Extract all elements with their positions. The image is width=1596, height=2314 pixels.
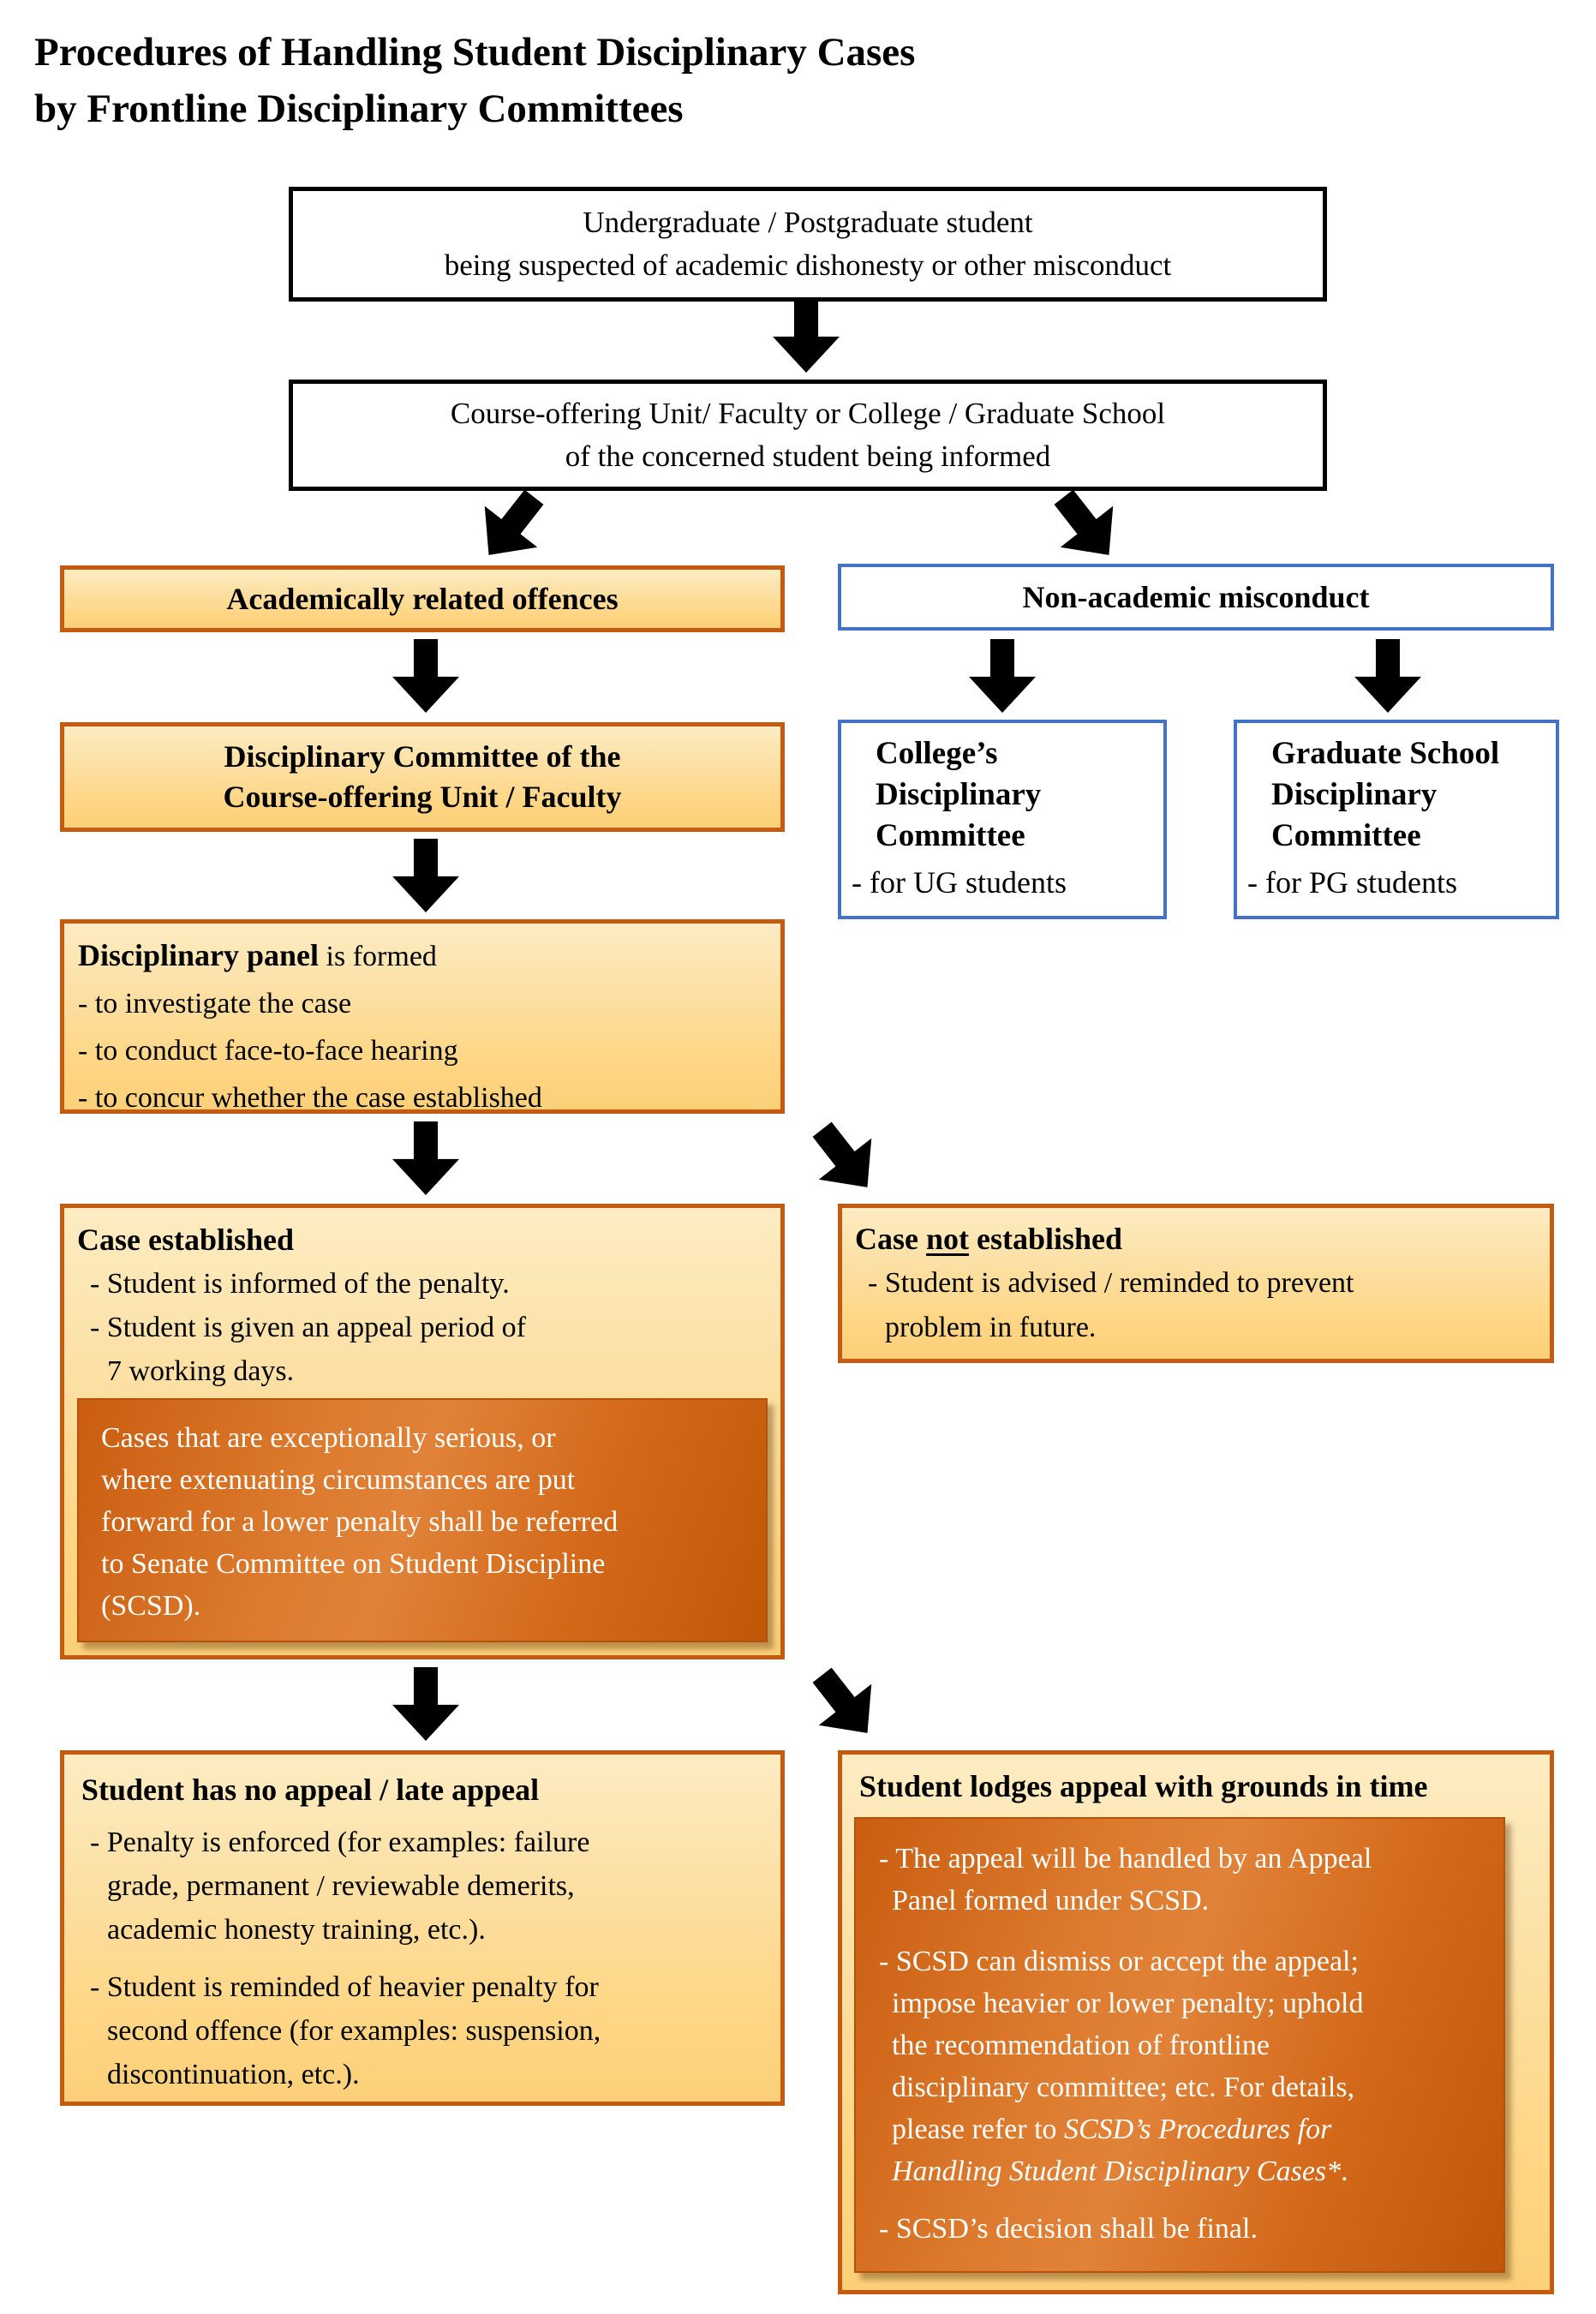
scsd-appeal-box xyxy=(854,1817,1505,2273)
college-committee-line2: Disciplinary xyxy=(876,777,1042,812)
non-academic-misconduct-label: Non-academic misconduct xyxy=(1022,580,1370,614)
no-appeal-b2-line2: second offence (for examples: suspension, xyxy=(107,2015,601,2047)
no-appeal-box xyxy=(60,1750,785,2106)
page-title-line2: by Frontline Disciplinary Committees xyxy=(34,87,684,131)
page-title xyxy=(34,24,915,137)
college-committee-line3: Committee xyxy=(876,818,1025,853)
scsd-b3-line1: - SCSD’s decision shall be final. xyxy=(879,2213,1258,2245)
course-unit-committee-line1: Disciplinary Committee of the xyxy=(224,739,621,774)
academic-offences-label: Academically related offences xyxy=(226,582,619,616)
no-appeal-b1-line3: academic honesty training, etc.). xyxy=(107,1914,486,1946)
case-not-established-box xyxy=(838,1204,1554,1363)
case-established-line2: - Student is given an appeal period of xyxy=(90,1312,526,1343)
non-academic-misconduct-box xyxy=(838,564,1554,631)
panel-item-1: - to investigate the case xyxy=(78,988,352,1019)
case-not-established-heading xyxy=(855,1217,1550,1261)
no-appeal-b2-line1: - Student is reminded of heavier penalty for xyxy=(90,1971,599,2003)
referral-line2: where extenuating circumstances are put xyxy=(101,1464,576,1496)
case-established-line1: - Student is informed of the penalty. xyxy=(90,1268,510,1300)
scsd-b2-line4: disciplinary committee; etc. For details, xyxy=(892,2072,1355,2103)
scsd-referral-box xyxy=(77,1398,768,1642)
panel-lead-line xyxy=(78,932,780,980)
arrow-down-to-unit-informed xyxy=(773,299,840,373)
arrow-down-to-college-committee xyxy=(969,639,1036,713)
case-established-heading: Case established xyxy=(77,1223,295,1257)
graduate-committee-line3: Committee xyxy=(1271,818,1421,853)
scsd-refer-italic2: Handling Student Disciplinary Cases* xyxy=(892,2156,1342,2187)
cne-heading-not: not xyxy=(926,1222,970,1256)
student-suspected-box xyxy=(289,187,1327,302)
scsd-b2-line5 xyxy=(870,2108,1483,2150)
panel-lead-rest: is formed xyxy=(319,941,437,972)
arrow-diagonal-to-non-academic xyxy=(1037,476,1135,576)
college-committee-line1: College’s xyxy=(876,736,998,771)
page-title-line1: Procedures of Handling Student Disciplinary Cases xyxy=(34,30,916,75)
unit-informed-line2: of the concerned student being informed xyxy=(565,439,1051,473)
arrow-diagonal-to-lodges-appeal xyxy=(796,1654,894,1754)
academic-offences-box xyxy=(60,565,785,632)
arrow-down-to-disciplinary-panel xyxy=(392,839,459,912)
arrow-down-to-disciplinary-committee xyxy=(392,639,459,713)
student-suspected-line1: Undergraduate / Postgraduate student xyxy=(583,206,1033,239)
unit-informed-box xyxy=(289,380,1327,491)
course-unit-committee-line2: Course-offering Unit / Faculty xyxy=(223,780,622,814)
referral-line1: Cases that are exceptionally serious, or xyxy=(101,1422,556,1454)
arrow-down-to-no-appeal xyxy=(392,1667,459,1741)
no-appeal-b2-line3: discontinuation, etc.). xyxy=(107,2059,360,2090)
student-suspected-line2: being suspected of academic dishonesty or other misconduct xyxy=(444,248,1172,282)
graduate-committee-note: - for PG students xyxy=(1247,865,1457,900)
scsd-b2-line3: the recommendation of frontline xyxy=(892,2030,1270,2061)
graduate-committee-line2: Disciplinary xyxy=(1271,777,1438,812)
course-unit-committee-box xyxy=(60,722,785,832)
cne-heading-post: established xyxy=(969,1222,1123,1256)
no-appeal-b1-line1: - Penalty is enforced (for examples: failure xyxy=(90,1827,590,1858)
arrow-down-to-case-established xyxy=(392,1121,459,1195)
case-established-line3: 7 working days. xyxy=(107,1355,295,1387)
graduate-committee-line1: Graduate School xyxy=(1271,736,1500,771)
arrow-down-to-graduate-committee xyxy=(1354,639,1421,713)
scsd-b2-line1: - SCSD can dismiss or accept the appeal; xyxy=(879,1946,1359,1977)
case-not-established-line1: - Student is advised / reminded to prevent xyxy=(868,1267,1354,1299)
scsd-b2-line2: impose heavier or lower penalty; uphold xyxy=(892,1988,1364,2019)
scsd-b1-line1: - The appeal will be handled by an Appeal xyxy=(879,1843,1372,1875)
case-established-box xyxy=(60,1204,785,1659)
arrow-diagonal-to-academic xyxy=(463,476,560,576)
no-appeal-b1-line2: grade, permanent / reviewable demerits, xyxy=(107,1870,575,1902)
referral-line5: (SCSD). xyxy=(101,1590,201,1622)
panel-item-3: - to concur whether the case established xyxy=(78,1082,542,1114)
disciplinary-panel-box xyxy=(60,919,785,1114)
referral-line3: forward for a lower penalty shall be referred xyxy=(101,1506,619,1538)
case-not-established-line2: problem in future. xyxy=(885,1312,1097,1343)
panel-lead-bold: Disciplinary panel xyxy=(78,938,320,972)
scsd-b1-line2: Panel formed under SCSD. xyxy=(892,1885,1210,1916)
college-committee-note: - for UG students xyxy=(852,865,1067,900)
cne-heading-pre: Case xyxy=(855,1222,926,1256)
panel-item-2: - to conduct face-to-face hearing xyxy=(78,1035,458,1067)
no-appeal-heading: Student has no appeal / late appeal xyxy=(81,1773,540,1807)
scsd-refer-post: . xyxy=(1341,2156,1348,2187)
unit-informed-line1: Course-offering Unit/ Faculty or College / Graduate School xyxy=(450,397,1166,430)
graduate-committee-box xyxy=(1234,720,1559,919)
scsd-refer-pre: please refer to xyxy=(892,2114,1065,2145)
college-committee-box xyxy=(838,720,1167,919)
lodges-appeal-box xyxy=(838,1750,1554,2294)
lodges-appeal-heading: Student lodges appeal with grounds in time xyxy=(859,1769,1428,1803)
scsd-b2-line6 xyxy=(870,2150,1483,2192)
arrow-diagonal-to-case-not-established xyxy=(796,1109,894,1208)
referral-line4: to Senate Committee on Student Discipline xyxy=(101,1548,606,1580)
scsd-refer-italic1: SCSD’s Procedures for xyxy=(1064,2114,1332,2145)
